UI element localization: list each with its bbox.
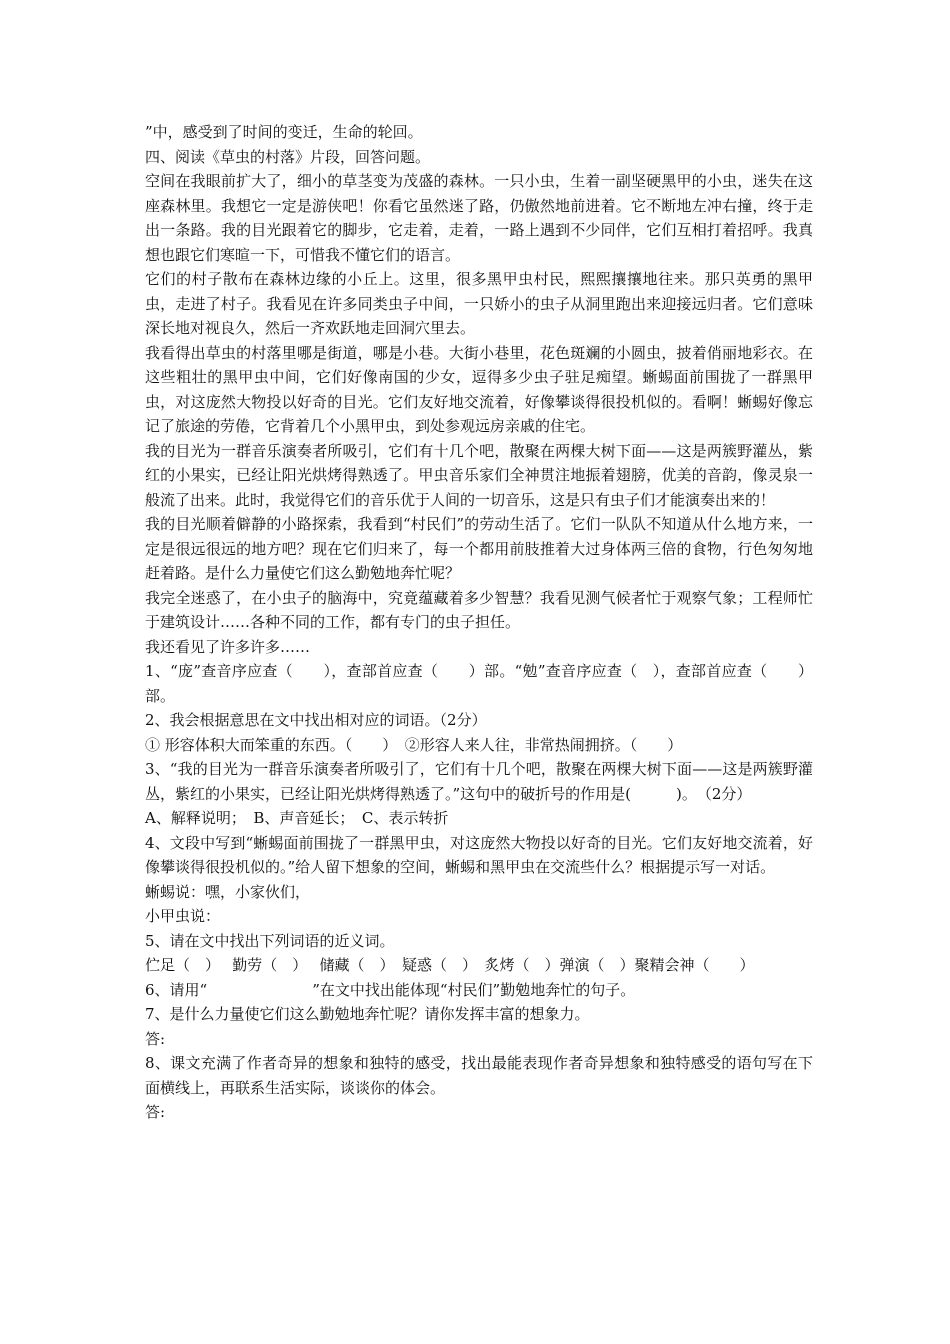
text-line: ”中，感受到了时间的变迁，生命的轮回。 — [145, 123, 423, 141]
question-8: 8、课文充满了作者奇异的想象和独特的感受，找出最能表现作者奇异想象和独特感受的语句写在下面横线上，再联系生活实际，谈谈你的体会。 — [145, 1054, 813, 1097]
document-body — [145, 120, 813, 1125]
passage-paragraph: 我的目光顺着僻静的小路探索，我看到“村民们”的劳动生活了。它们一队队不知道从什么地方来，一定是很远很远的地方吧？现在它们归来了，每一个都用前肢推着大过身体两三倍的食物，行色匆匆地赶着路。是什么力量使它们这么勤勉地奔忙呢？ — [145, 515, 813, 582]
passage-paragraph: 我完全迷惑了，在小虫子的脑海中，究竟蕴藏着多少智慧？我看见测气候者忙于观察气象；工程师忙于建筑设计……各种不同的工作，都有专门的虫子担任。 — [145, 588, 813, 631]
question-5-words: 伫足（ ） 勤劳（ ） 储藏（ ） 疑惑（ ） 炙烤（ ）弹演（ ）聚精会神（ ） — [145, 956, 755, 974]
question-7: 7、是什么力量使它们这么勤勉地奔忙呢？请你发挥丰富的想象力。 — [145, 1005, 590, 1023]
question-2: 2、我会根据意思在文中找出相对应的词语。（2分） — [145, 711, 487, 729]
passage-paragraph: 我的目光为一群音乐演奏者所吸引，它们有十几个吧，散聚在两棵大树下面——这是两簇野灌丛，紫红的小果实，已经让阳光烘烤得熟透了。甲虫音乐家们全神贯注地振着翅膀，优美的音韵，像灵泉一般流了出来。此时，我觉得它们的音乐优于人间的一切音乐，这是只有虫子们才能演奏出来的！ — [145, 441, 813, 509]
question-1: 1、“庞”查音序应查（ ），查部首应查（ ）部。“勉”查音序应查（ ），查部首应查（ ）部。 — [145, 662, 813, 705]
passage-paragraph: 我还看见了许多许多…… — [145, 637, 311, 656]
passage-paragraph: 空间在我眼前扩大了，细小的草茎变为茂盛的森林。一只小虫，生着一副坚硬黑甲的小虫，迷失在这座森林里。我想它一定是游侠吧！你看它虽然迷了路，仍傲然地前进着。它不断地左冲右撞，终于走出一条路。我的目光跟着它的脚步，它走着，走着，一路上遇到不少同伴，它们互相打着招呼。我真想也跟它们寒暄一下，可惜我不懂它们的语言。 — [145, 172, 813, 264]
section-heading: 四、阅读《草虫的村落》片段，回答问题。 — [145, 147, 431, 166]
dialogue-prompt: 小甲虫说： — [145, 907, 221, 925]
question-3: 3、“我的目光为一群音乐演奏者所吸引了，它们有十几个吧，散聚在两棵大树下面——这是两簇野灌丛，紫红的小果实，已经让阳光烘烤得熟透了。”这句中的破折号的作用是( )。 （2分） — [145, 760, 813, 803]
question-2-items: ① 形容体积大而笨重的东西。（ ） ②形容人来人往，非常热闹拥挤。（ ） — [145, 735, 683, 754]
question-6: 6、请用“ ”在文中找出能体现“村民们”勤勉地奔忙的句子。 — [145, 980, 636, 999]
question-3-options: A、解释说明； B、声音延长； C、表示转折 — [145, 809, 449, 827]
dialogue-prompt: 蜥蜴说：嘿，小家伙们， — [145, 882, 311, 901]
answer-label: 答: — [145, 1103, 166, 1121]
question-4: 4、文段中写到“蜥蜴面前围拢了一群黑甲虫，对这庞然大物投以好奇的目光。它们友好地交流着，好像攀谈得很投机似的。”给人留下想象的空间，蜥蜴和黑甲虫在交流些什么？根据提示写一对话。 — [145, 833, 813, 876]
question-5: 5、请在文中找出下列词语的近义词。 — [145, 931, 395, 950]
answer-label: 答: — [145, 1029, 166, 1048]
passage-paragraph: 它们的村子散布在森林边缘的小丘上。这里，很多黑甲虫村民，熙熙攘攘地往来。那只英勇的黑甲虫，走进了村子。我看见在许多同类虫子中间，一只娇小的虫子从洞里跑出来迎接远归者。它们意味深长地对视良久，然后一齐欢跃地走回洞穴里去。 — [145, 270, 813, 337]
passage-paragraph: 我看得出草虫的村落里哪是街道，哪是小巷。大街小巷里，花色斑斓的小圆虫，披着俏丽地彩衣。在这些粗壮的黑甲虫中间，它们好像南国的少女，逗得多少虫子驻足痴望。蜥蜴面前围拢了一群黑甲虫，对这庞然大物投以好奇的目光。它们友好地交流着，好像攀谈得很投机似的。看啊！蜥蜴好像忘记了旅途的劳倦，它背着几个小黑甲虫，到处参观远房亲戚的住宅。 — [145, 343, 813, 435]
